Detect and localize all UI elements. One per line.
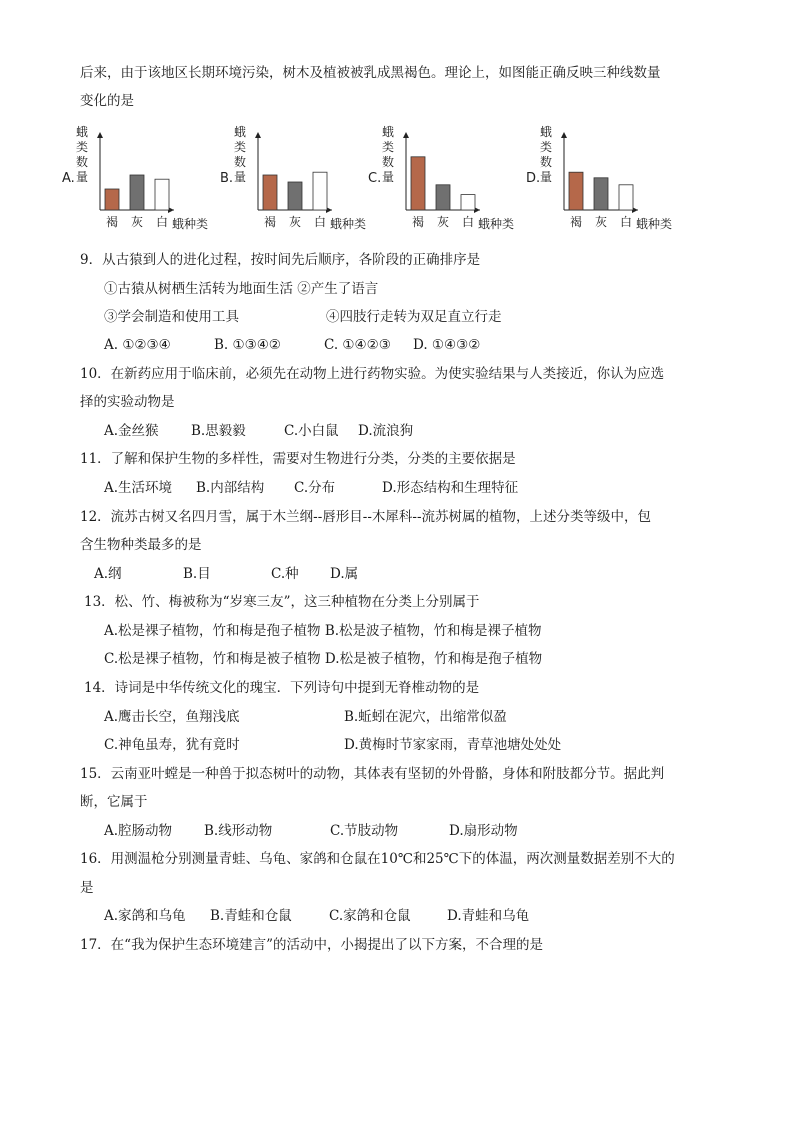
y-axis-label-char: 数	[233, 155, 247, 169]
x-tick-label: 灰	[130, 215, 144, 229]
y-axis-label-char: 数	[539, 155, 553, 169]
y-axis-label-char: 蛾	[75, 125, 89, 139]
y-axis-label-char: 量	[539, 170, 553, 184]
q15-option-c: C.节肢动物	[330, 823, 399, 839]
q9-stem: 9．从古猿到人的进化过程，按时间先后顺序，各阶段的正确排序是	[80, 252, 481, 268]
bar	[569, 172, 583, 210]
q15-option-a: A.腔肠动物	[104, 823, 173, 839]
q16-option-c: C.家鸽和仓鼠	[329, 908, 411, 924]
q10-option-d: D.流浪狗	[358, 423, 414, 439]
y-axis-label-char: 蛾	[539, 125, 553, 139]
y-axis-arrow	[403, 132, 409, 138]
q8-stem-line1: 后来，由于该地区长期环境污染，树木及植被被乳成黑褐色。理论上，如图能正确反映三种线数量	[80, 65, 661, 81]
q17-stem: 17．在“我为保护生态环境建言”的活动中，小揭提出了以下方案，不合理的是	[80, 937, 543, 953]
bar	[411, 157, 425, 210]
x-tick-label: 白	[619, 215, 633, 229]
q15-option-d: D.扇形动物	[449, 823, 518, 839]
q16-stem-line1: 16．用测温枪分别测量青蛙、乌龟、家鸽和仓鼠在10℃和25℃下的体温，两次测量数据差别不大的	[80, 851, 675, 867]
q12-option-b: B.目	[183, 566, 211, 582]
q9-option-a: A. ①②③④	[104, 337, 171, 353]
q12-option-d: D.属	[330, 566, 359, 582]
x-tick-label: 褐	[411, 215, 425, 229]
y-axis-arrow	[561, 132, 567, 138]
q9-item-1-2: ①古猿从树栖生活转为地面生活 ②产生了语言	[104, 281, 379, 297]
bar	[105, 189, 119, 210]
bar	[263, 175, 277, 210]
x-axis-label: 蛾种类	[330, 217, 367, 231]
q15-option-b: B.线形动物	[204, 823, 273, 839]
q11-option-d: D.形态结构和生理特征	[382, 480, 519, 496]
x-tick-label: 灰	[288, 215, 302, 229]
q16-stem-line2: 是	[80, 880, 94, 896]
q11-option-b: B.内部结构	[196, 480, 265, 496]
y-axis-label-char: 类	[75, 140, 89, 154]
q10-option-a: A.金丝猴	[104, 423, 159, 439]
q12-stem-line1: 12．流苏古树又名四月雪，属于木兰纲--唇形目--木犀科--流苏树属的植物，上述分类等级中，包	[80, 509, 652, 525]
x-tick-label: 褐	[569, 215, 583, 229]
chart-option-c	[368, 124, 518, 236]
bar-chart	[62, 124, 212, 236]
x-axis-label: 蛾种类	[636, 217, 673, 231]
x-tick-label: 褐	[263, 215, 277, 229]
q8-stem-line2: 变化的是	[80, 93, 134, 109]
q12-stem-line2: 含生物种类最多的是	[80, 537, 202, 553]
y-axis-label-char: 量	[75, 170, 89, 184]
y-axis-label-char: 蛾	[381, 125, 395, 139]
chart-option-label: C.	[368, 171, 382, 186]
q14-stem: 14．诗词是中华传统文化的瑰宝．下列诗句中提到无脊椎动物的是	[84, 680, 480, 696]
y-axis-arrow	[255, 132, 261, 138]
x-tick-label: 灰	[594, 215, 608, 229]
y-axis-label-char: 类	[381, 140, 395, 154]
q13-options-cd: C.松是裸子植物，竹和梅是被子植物 D.松是被子植物，竹和梅是孢子植物	[104, 651, 543, 667]
bar	[130, 175, 144, 210]
y-axis-label-char: 类	[233, 140, 247, 154]
bar	[436, 185, 450, 210]
x-tick-label: 白	[155, 215, 169, 229]
bar	[594, 178, 608, 210]
bar	[155, 179, 169, 210]
bar	[461, 195, 475, 210]
q14-option-a: A.鹰击长空，鱼翔浅底	[104, 709, 240, 725]
q12-option-a: A.纲	[94, 566, 122, 582]
q9-item-3: ③学会制造和使用工具	[104, 309, 239, 325]
q14-option-c: C.神龟虽寿，犹有竟时	[104, 737, 240, 753]
q13-stem: 13．松、竹、梅被称为“岁寒三友”，这三种植物在分类上分别属于	[84, 594, 480, 610]
bar-chart	[368, 124, 518, 236]
q14-option-d: D.黄梅时节家家雨，青草池塘处处处	[344, 737, 562, 753]
y-axis-label-char: 蛾	[233, 125, 247, 139]
q10-stem-line1: 10．在新药应用于临床前，必须先在动物上进行药物实验。为使实验结果与人类接近，你认为应选	[80, 366, 665, 382]
x-axis-label: 蛾种类	[172, 217, 209, 231]
q8-chart-options	[62, 124, 692, 236]
y-axis-label-char: 数	[381, 155, 395, 169]
x-tick-label: 白	[461, 215, 475, 229]
y-axis-arrow	[97, 132, 103, 138]
q16-option-a: A.家鸽和乌龟	[104, 908, 186, 924]
q9-option-d: D. ①④③②	[413, 337, 481, 353]
q11-option-a: A.生活环境	[104, 480, 173, 496]
q11-stem: 11．了解和保护生物的多样性，需要对生物进行分类，分类的主要依据是	[80, 451, 516, 467]
bar	[313, 172, 327, 210]
y-axis-label-char: 量	[381, 170, 395, 184]
x-tick-label: 白	[313, 215, 327, 229]
q11-option-c: C.分布	[294, 480, 336, 496]
chart-option-label: B.	[220, 171, 234, 186]
q10-option-c: C.小白鼠	[284, 423, 339, 439]
chart-option-d	[526, 124, 676, 236]
x-tick-label: 褐	[105, 215, 119, 229]
y-axis-label-char: 量	[233, 170, 247, 184]
bar	[619, 185, 633, 210]
x-tick-label: 灰	[436, 215, 450, 229]
x-axis-label: 蛾种类	[478, 217, 515, 231]
q9-option-b: B. ①③④②	[214, 337, 281, 353]
chart-option-label: D.	[526, 171, 541, 186]
q15-stem-line2: 断，它属于	[80, 794, 148, 810]
q10-option-b: B.思毅毅	[191, 423, 246, 439]
q16-option-d: D.青蛙和乌龟	[447, 908, 530, 924]
chart-option-b	[220, 124, 370, 236]
bar	[288, 182, 302, 210]
q9-option-c: C. ①④②③	[324, 337, 391, 353]
chart-option-label: A.	[62, 171, 75, 186]
chart-option-a	[62, 124, 212, 236]
y-axis-label-char: 类	[539, 140, 553, 154]
q15-stem-line1: 15．云南亚叶螳是一种兽于拟态树叶的动物，其体表有坚韧的外骨骼，身体和附肢都分节。据此判	[80, 766, 665, 782]
q13-options-ab: A.松是裸子植物，竹和梅是孢子植物 B.松是波子植物，竹和梅是裸子植物	[104, 623, 542, 639]
q9-item-4: ④四肢行走转为双足直立行走	[326, 309, 502, 325]
q12-option-c: C.种	[271, 566, 299, 582]
bar-chart	[220, 124, 370, 236]
q14-option-b: B.蚯蚓在泥穴，出缩常似盈	[344, 709, 507, 725]
bar-chart	[526, 124, 676, 236]
q16-option-b: B.青蛙和仓鼠	[210, 908, 292, 924]
y-axis-label-char: 数	[75, 155, 89, 169]
q10-stem-line2: 择的实验动物是	[80, 394, 175, 410]
